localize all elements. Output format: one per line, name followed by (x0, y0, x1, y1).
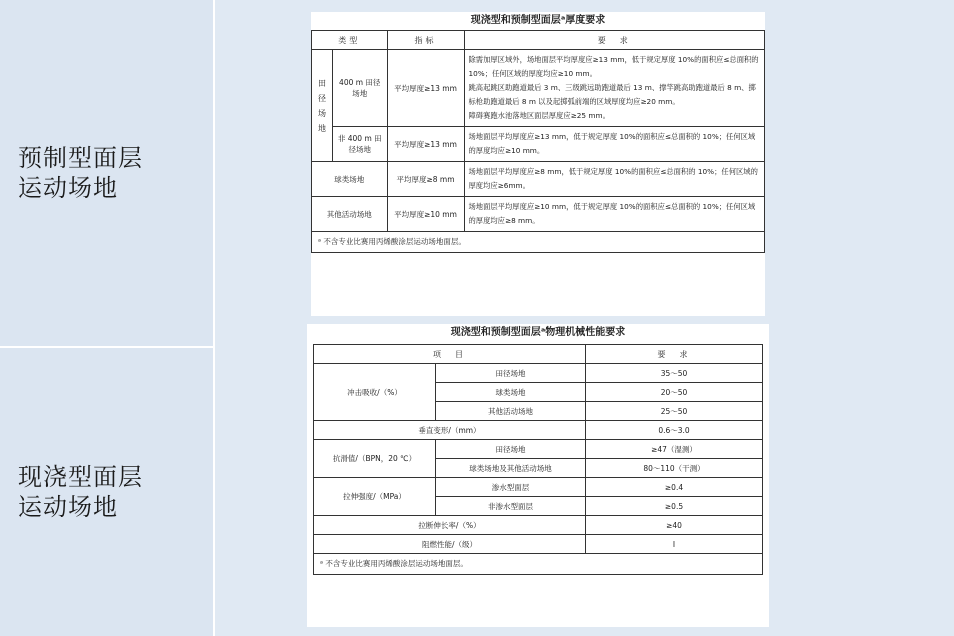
elongation-label: 拉断伸长率/（%） (314, 516, 586, 535)
label-cell-prefab (0, 0, 213, 348)
type-cell: 球类场地 (312, 162, 388, 197)
type-cell: 非 400 m 田径场地 (333, 127, 388, 162)
label-prefab (0, 143, 143, 203)
value-cell: 0.6～3.0 (586, 421, 763, 440)
vertical-label: 垂直变形/（mm） (314, 421, 586, 440)
header-index: 指标 (387, 31, 464, 50)
value-cell: ≥0.4 (586, 478, 763, 497)
header-requirement: 要 求 (464, 31, 765, 50)
slip-label: 抗滑值/（BPN，20 ℃） (314, 440, 436, 478)
header-item: 项 目 (314, 345, 586, 364)
value-cell: 80～110（干测） (586, 459, 763, 478)
group-char: 径 (318, 93, 326, 103)
value-cell: ≥47（湿测） (586, 440, 763, 459)
requirement-cell (464, 197, 765, 232)
item-cell: 球类场地 (436, 383, 586, 402)
thickness-table-card (311, 12, 765, 316)
item-cell: 非渗水型面层 (436, 497, 586, 516)
requirement-line: 场地面层平均厚度应≥10 mm，低于规定厚度 10%的面积应≤总面积的 10%；任何区域的厚度均应≥8 mm。 (468, 202, 756, 225)
label-prefab-line2: 运动场地 (18, 174, 118, 202)
requirement-cell (464, 127, 765, 162)
item-cell: 田径场地 (436, 440, 586, 459)
value-cell: 25～50 (586, 402, 763, 421)
index-cell: 平均厚度≥10 mm (387, 197, 464, 232)
group-char: 田 (318, 78, 326, 88)
requirement-cell (464, 50, 765, 127)
item-cell: 球类场地及其他活动场地 (436, 459, 586, 478)
tensile-label: 拉伸强度/（MPa） (314, 478, 436, 516)
group-track-label (312, 50, 333, 162)
requirement-line: 场地面层平均厚度应≥8 mm，低于规定厚度 10%的面积应≤总面积的 10%；任何区域的厚度均应≥6mm。 (468, 167, 758, 190)
label-cast-line2: 运动场地 (18, 493, 118, 521)
header-requirement: 要 求 (586, 345, 763, 364)
thickness-table-note: ᵃ 不含专业比赛用丙烯酸涂层运动场地面层。 (311, 232, 765, 253)
type-cell: 400 m 田径场地 (333, 50, 388, 127)
label-prefab-line1: 预制型面层 (18, 144, 143, 172)
type-cell: 其他活动场地 (312, 197, 388, 232)
header-type: 类型 (312, 31, 388, 50)
mechanical-table-title: 现浇型和预制型面层ᵃ物理机械性能要求 (450, 327, 626, 338)
index-cell: 平均厚度≥13 mm (387, 50, 464, 127)
value-cell: ≥0.5 (586, 497, 763, 516)
left-column (0, 0, 213, 636)
value-cell: 20～50 (586, 383, 763, 402)
mechanical-table-card (307, 324, 769, 627)
mechanical-table-note: ᵃ 不含专业比赛用丙烯酸涂层运动场地面层。 (313, 554, 763, 575)
requirement-line: 场地面层平均厚度应≥13 mm，低于规定厚度 10%的面积应≤总面积的 10%；任何区域的厚度均应≥10 mm。 (468, 132, 756, 155)
requirement-line: 除需加厚区域外，场地面层平均厚度应≥13 mm，低于规定厚度 10%的面积应≤总面积的 10%；任何区域的厚度均应≥10 mm。 (468, 55, 759, 78)
thickness-table-title: 现浇型和预制型面层ᵃ厚度要求 (470, 15, 606, 26)
value-cell: 35～50 (586, 364, 763, 383)
value-cell: ≥40 (586, 516, 763, 535)
label-cast-line1: 现浇型面层 (18, 463, 143, 491)
value-cell: I (586, 535, 763, 554)
item-cell: 渗水型面层 (436, 478, 586, 497)
flame-label: 阻燃性能/（级） (314, 535, 586, 554)
index-cell: 平均厚度≥13 mm (387, 127, 464, 162)
thickness-table (311, 30, 765, 232)
requirement-line: 跳高起跳区助跑道最后 3 m、三级跳远助跑道最后 13 m、撑竿跳高助跑道最后 8 m、掷标枪助跑道最后 8 m 以及起掷弧前端的区域厚度均应≥20 mm。 (468, 83, 756, 106)
label-cell-cast (0, 348, 213, 636)
impact-label: 冲击吸收/（%） (314, 364, 436, 421)
index-cell: 平均厚度≥8 mm (387, 162, 464, 197)
group-char: 地 (318, 123, 326, 133)
mechanical-table (313, 344, 763, 554)
requirement-cell (464, 162, 765, 197)
label-cast (0, 462, 143, 522)
item-cell: 其他活动场地 (436, 402, 586, 421)
item-cell: 田径场地 (436, 364, 586, 383)
group-char: 场 (318, 108, 326, 118)
requirement-line: 障碍赛跑水池落地区面层厚度应≥25 mm。 (468, 111, 610, 120)
